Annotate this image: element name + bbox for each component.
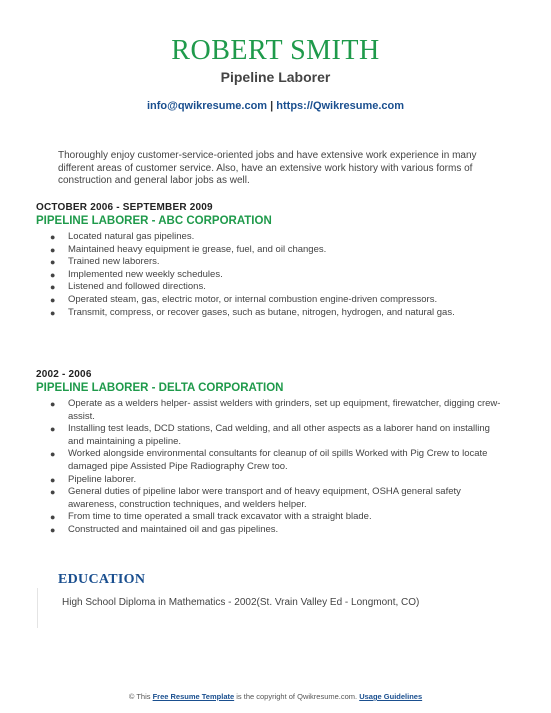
duty-item: ● Installing test leads, DCD stations, Cad welding, and all other aspects as a laborer hand on installing and maintaining a pipeline. — [50, 423, 490, 447]
job-dates: OCTOBER 2006 - SEPTEMBER 2009 — [36, 202, 213, 213]
free-resume-template-link[interactable]: Free Resume Template — [152, 692, 235, 701]
contact-separator: | — [267, 100, 277, 112]
bullet-icon: ● — [50, 424, 56, 435]
bullet-icon: ● — [50, 294, 56, 305]
education-divider — [37, 588, 38, 628]
job-dates: 2002 - 2006 — [36, 369, 92, 380]
duty-item: ● Trained new laborers. — [50, 256, 160, 268]
duty-item: ● General duties of pipeline labor were transport and of heavy equipment, OSHA general safety awareness, construction techniques, and welders helper. — [50, 486, 461, 510]
bullet-icon: ● — [50, 524, 56, 535]
email-link[interactable]: info@qwikresume.com — [146, 100, 268, 112]
candidate-title: Pipeline Laborer — [220, 69, 331, 85]
job-heading: PIPELINE LABORER - DELTA CORPORATION — [36, 382, 284, 394]
bullet-icon: ● — [50, 269, 56, 280]
website-link[interactable]: https://Qwikresume.com — [276, 100, 405, 112]
duty-item: ● Maintained heavy equipment ie grease, fuel, and oil changes. — [50, 243, 327, 255]
bullet-icon: ● — [50, 487, 56, 498]
duty-item: ● Operate as a welders helper- assist welders with grinders, set up equipment, firewatcher, digging crew-assist. — [50, 398, 501, 422]
footer-middle: is the copyright of Qwikresume.com. — [234, 692, 360, 701]
footer — [0, 692, 551, 702]
experience-entry — [36, 202, 506, 319]
job-heading: PIPELINE LABORER - ABC CORPORATION — [36, 215, 272, 227]
education-entry: High School Diploma in Mathematics - 2002(St. Vrain Valley Ed - Longmont, CO) — [62, 597, 420, 608]
bullet-icon: ● — [50, 244, 56, 255]
bullet-icon: ● — [50, 449, 56, 460]
bullet-icon: ● — [50, 307, 56, 318]
bullet-icon: ● — [50, 257, 56, 268]
duty-list — [36, 231, 506, 319]
bullet-icon: ● — [50, 399, 56, 409]
duty-item: ● Located natural gas pipelines. — [50, 231, 195, 242]
duty-item: ● Implemented new weekly schedules. — [50, 268, 223, 280]
footer-prefix: © This — [128, 692, 153, 701]
duty-item: ● Operated steam, gas, electric motor, or internal combustion engine-driven compressors. — [50, 293, 438, 305]
duty-item: ● Transmit, compress, or recover gases, such as butane, nitrogen, hydrogen, and natural gas. — [50, 306, 455, 318]
duty-item: ● Worked alongside environmental consultants for cleanup of oil spills Worked with Pig Crew to locate damaged pipe Assisted Pipe Radiography Crew too. — [50, 448, 488, 472]
contact-line — [0, 99, 551, 113]
experience-entry — [36, 369, 506, 537]
duty-item: ● Constructed and maintained oil and gas pipelines. — [50, 523, 279, 535]
duty-list — [36, 398, 506, 537]
bullet-icon: ● — [50, 512, 56, 523]
duty-item: ● Listened and followed directions. — [50, 281, 206, 293]
duty-item: ● Pipeline laborer. — [50, 473, 137, 485]
candidate-name: ROBERT SMITH — [171, 35, 380, 66]
usage-guidelines-link[interactable]: Usage Guidelines — [359, 692, 423, 701]
bullet-icon: ● — [50, 282, 56, 293]
bullet-icon: ● — [50, 474, 56, 485]
duty-item: ● From time to time operated a small track excavator with a straight blade. — [50, 511, 372, 523]
education-heading: EDUCATION — [58, 572, 146, 587]
bullet-icon: ● — [50, 232, 56, 242]
summary-paragraph: Thoroughly enjoy customer-service-oriented jobs and have extensive work experience in many different areas of customer service. Also, have an extensive work history with various forms of construction and general labor jobs as well. — [58, 150, 477, 186]
